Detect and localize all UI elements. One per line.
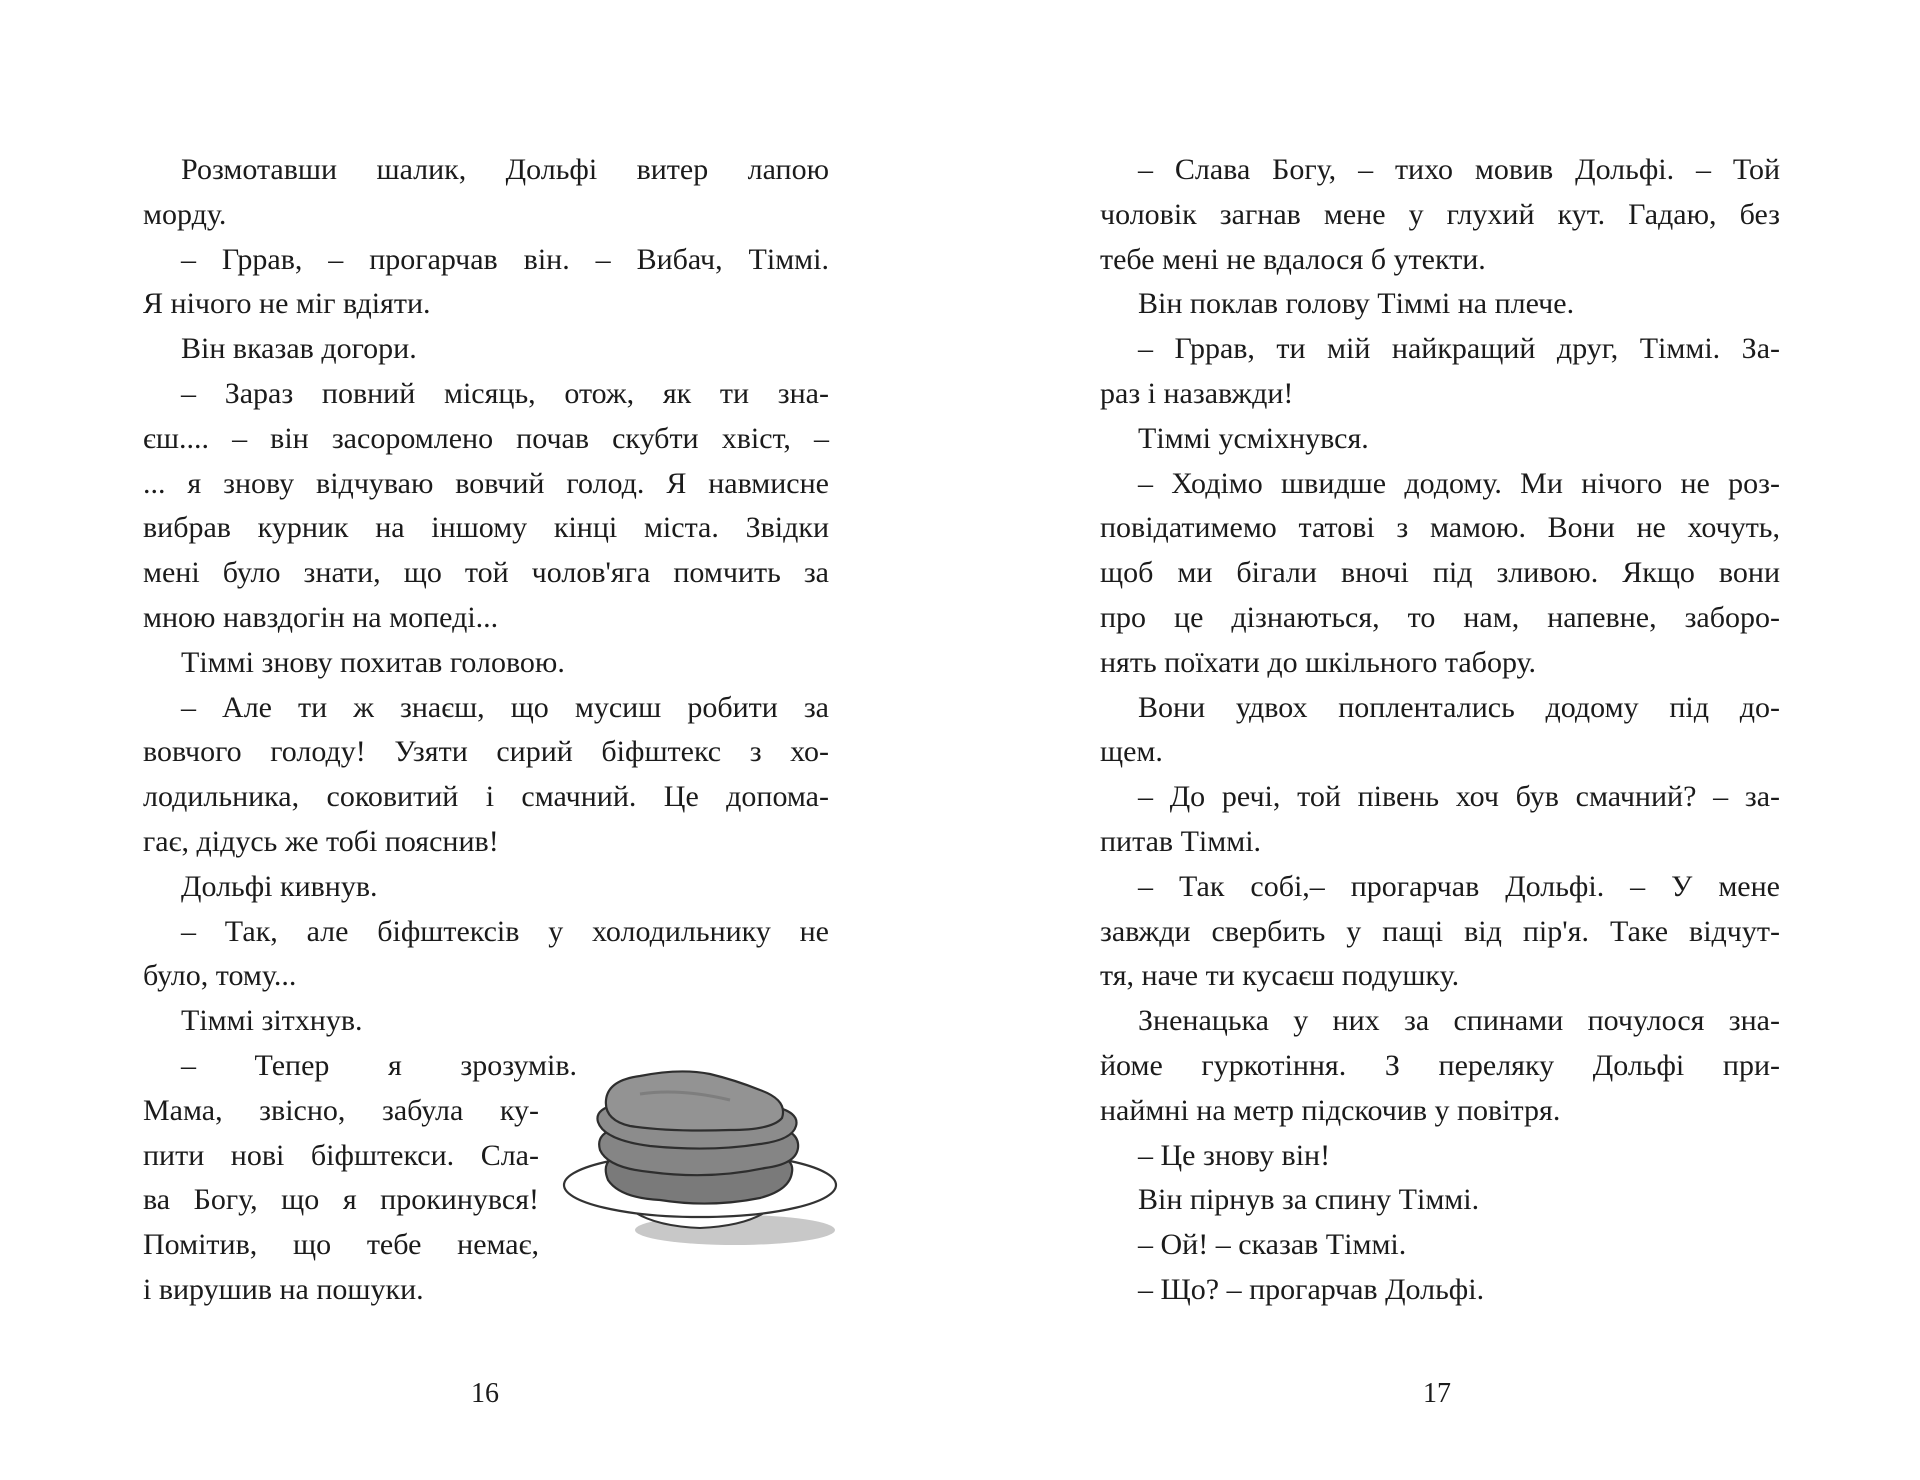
text-line: вовчого голоду! Узяти сирий біфштекс з хо-: [143, 735, 829, 769]
text-line: щем.: [1100, 735, 1163, 769]
text-line: – Гррав, – прогарчав він. – Вибач, Тіммі.: [181, 242, 829, 276]
text-line: вибрав курник на іншому кінці міста. Звідки: [143, 511, 829, 545]
text-line: єш.... – він засоромлено почав скубти хвіст, –: [143, 421, 829, 455]
text-line: щоб ми бігали вночі під зливою. Якщо вони: [1100, 556, 1780, 590]
text-line: – Ой! – сказав Тіммі.: [1138, 1228, 1407, 1262]
text-line: – До речі, той півень хоч був смачний? – за-: [1138, 780, 1780, 814]
text-line: чоловік загнав мене у глухий кут. Гадаю, без: [1100, 197, 1780, 231]
text-line: Розмотавши шалик, Дольфі витер лапою: [181, 153, 829, 186]
text-line: Дольфі кивнув.: [181, 869, 378, 903]
text-line: мені було знати, що той чолов'яга помчить за: [143, 556, 829, 590]
text-line: наймні на метр підскочив у повітря.: [1100, 1093, 1561, 1127]
text-line: Тіммі усміхнувся.: [1138, 421, 1369, 455]
text-line: – Але ти ж знаєш, що мусиш робити за: [181, 690, 829, 724]
text-line: – Це знову він!: [1138, 1138, 1331, 1172]
text-line: ва Богу, що я прокинувся!: [143, 1183, 539, 1217]
text-line: Мама, звісно, забула ку-: [143, 1093, 539, 1127]
right-page: [960, 0, 1920, 1480]
text-line: морду.: [143, 197, 227, 231]
text-line: Помітив, що тебе немає,: [143, 1228, 539, 1262]
text-line: Тіммі зітхнув.: [181, 1004, 363, 1038]
page-number-right: 17: [1423, 1378, 1451, 1409]
text-line: – Так, але біфштексів у холодильнику не: [181, 914, 829, 948]
text-line: ... я знову відчуваю вовчий голод. Я навмисне: [143, 466, 829, 500]
text-line: нять поїхати до шкільного табору.: [1100, 645, 1537, 679]
text-line: – Слава Богу, – тихо мовив Дольфі. – Той: [1138, 153, 1780, 186]
text-line: і вирушив на пошуки.: [143, 1272, 424, 1306]
text-line: завжди свербить у пащі від пір'я. Таке відчут-: [1100, 914, 1780, 948]
text-line: – Гррав, ти мій найкращий друг, Тіммі. За-: [1138, 332, 1780, 366]
text-line: гає, дідусь же тобі пояснив!: [143, 824, 499, 858]
text-line: Тіммі знову похитав головою.: [181, 645, 565, 679]
text-line: Він пірнув за спину Тіммі.: [1138, 1183, 1480, 1217]
text-line: Вони удвох поплентались додому під до-: [1138, 690, 1780, 724]
text-line: Я нічого не міг вдіяти.: [143, 287, 431, 321]
text-line: тебе мені не вдалося б утекти.: [1100, 242, 1486, 276]
text-line: Він поклав голову Тіммі на плече.: [1138, 287, 1575, 321]
text-line: – Що? – прогарчав Дольфі.: [1138, 1272, 1485, 1306]
text-line: лодильника, соковитий і смачний. Це допома-: [143, 780, 829, 814]
text-line: – Так собі,– прогарчав Дольфі. – У мене: [1138, 869, 1780, 903]
text-line: – Зараз повний місяць, отож, як ти зна-: [181, 376, 829, 410]
text-line: – Ходімо швидше додому. Ми нічого не роз-: [1138, 466, 1780, 500]
text-line: про це дізнаються, то нам, напевне, заборо-: [1100, 600, 1780, 634]
text-line: пити нові біфштекси. Сла-: [143, 1138, 539, 1172]
text-line: раз і назавжди!: [1100, 376, 1294, 410]
text-line: питав Тіммі.: [1100, 824, 1262, 858]
text-line: Він вказав догори.: [181, 332, 417, 366]
text-line: мною навздогін на мопеді...: [143, 600, 499, 634]
text-line: – Тепер я зрозумів.: [181, 1048, 577, 1082]
text-line: повідатимемо татові з мамою. Вони не хочуть,: [1100, 511, 1780, 545]
text-line: було, тому...: [143, 959, 297, 993]
right-page-text: [1100, 148, 1780, 1313]
text-line: Зненацька у них за спинами почулося зна-: [1138, 1004, 1780, 1038]
text-line: йоме гуркотіння. З переляку Дольфі при-: [1100, 1048, 1780, 1082]
text-line: тя, наче ти кусаєш подушку.: [1100, 959, 1460, 993]
steak-plate-illustration: [560, 1060, 840, 1250]
page-number-left: 16: [471, 1378, 499, 1409]
